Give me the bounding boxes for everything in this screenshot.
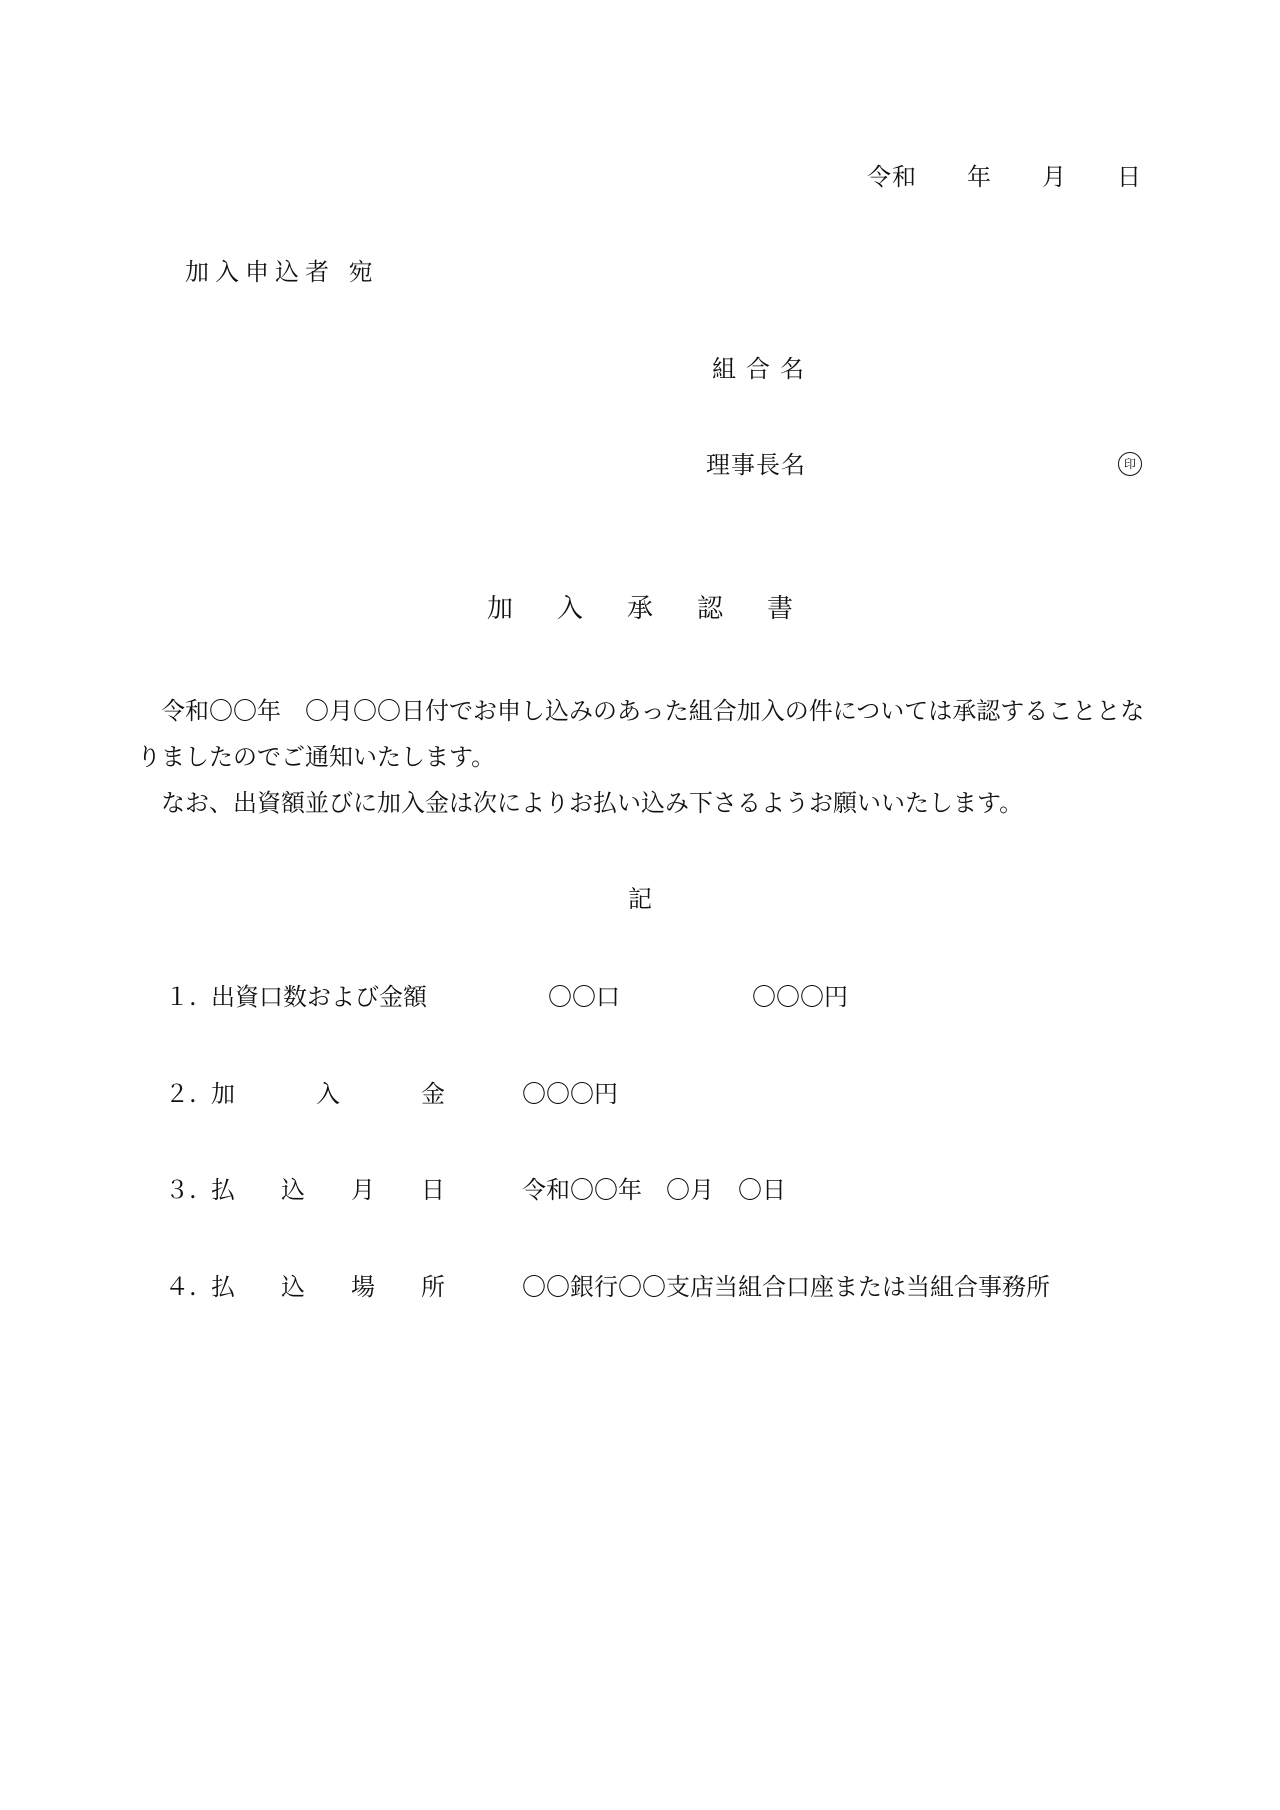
body-paragraph-1: 令和〇〇年 〇月〇〇日付でお申し込みのあった組合加入の件については承認することとなりましたのでご通知いたします。 bbox=[137, 697, 1145, 771]
addressee: 加入申込者 宛 bbox=[185, 258, 379, 286]
body-text bbox=[137, 688, 1147, 826]
document-title: 加入承認書 bbox=[486, 594, 837, 624]
date-line: 令和 年 月 日 bbox=[867, 163, 1142, 191]
item-value: 〇〇〇円 bbox=[522, 1080, 618, 1108]
item-label: 出資口数および金額 bbox=[211, 983, 427, 1011]
item-value-shares: 〇〇口 bbox=[548, 983, 620, 1011]
item-label-char: 日 bbox=[421, 1176, 445, 1204]
chairman-name-label: 理事長名 bbox=[706, 451, 806, 479]
item-label-char: 込 bbox=[281, 1176, 305, 1204]
union-name-label: 組合名 bbox=[712, 355, 814, 383]
item-label-char: 場 bbox=[351, 1273, 375, 1301]
item-value-amount: 〇〇〇円 bbox=[752, 983, 848, 1011]
ki-heading: 記 bbox=[628, 885, 652, 913]
item-label-char: 払 bbox=[211, 1273, 235, 1301]
item-label-char: 月 bbox=[351, 1176, 375, 1204]
item-label bbox=[211, 1173, 445, 1207]
item-label bbox=[211, 1077, 445, 1111]
item-number: １. bbox=[165, 983, 197, 1011]
item-label-char: 金 bbox=[421, 1080, 445, 1108]
item-label-char: 込 bbox=[281, 1273, 305, 1301]
seal-mark: 印 bbox=[1118, 452, 1142, 476]
item-label bbox=[211, 1270, 445, 1304]
item-label-char: 払 bbox=[211, 1176, 235, 1204]
item-value: 令和〇〇年 〇月 〇日 bbox=[522, 1176, 786, 1204]
item-label-char: 加 bbox=[211, 1080, 235, 1108]
item-number: ４. bbox=[165, 1273, 197, 1301]
item-number: ３. bbox=[165, 1176, 197, 1204]
item-number: ２. bbox=[165, 1080, 197, 1108]
item-label-char: 所 bbox=[421, 1273, 445, 1301]
item-label-char: 入 bbox=[316, 1080, 340, 1108]
item-value: 〇〇銀行〇〇支店当組合口座または当組合事務所 bbox=[522, 1273, 1050, 1301]
body-paragraph-2: なお、出資額並びに加入金は次によりお払い込み下さるようお願いいたします。 bbox=[137, 789, 1024, 817]
